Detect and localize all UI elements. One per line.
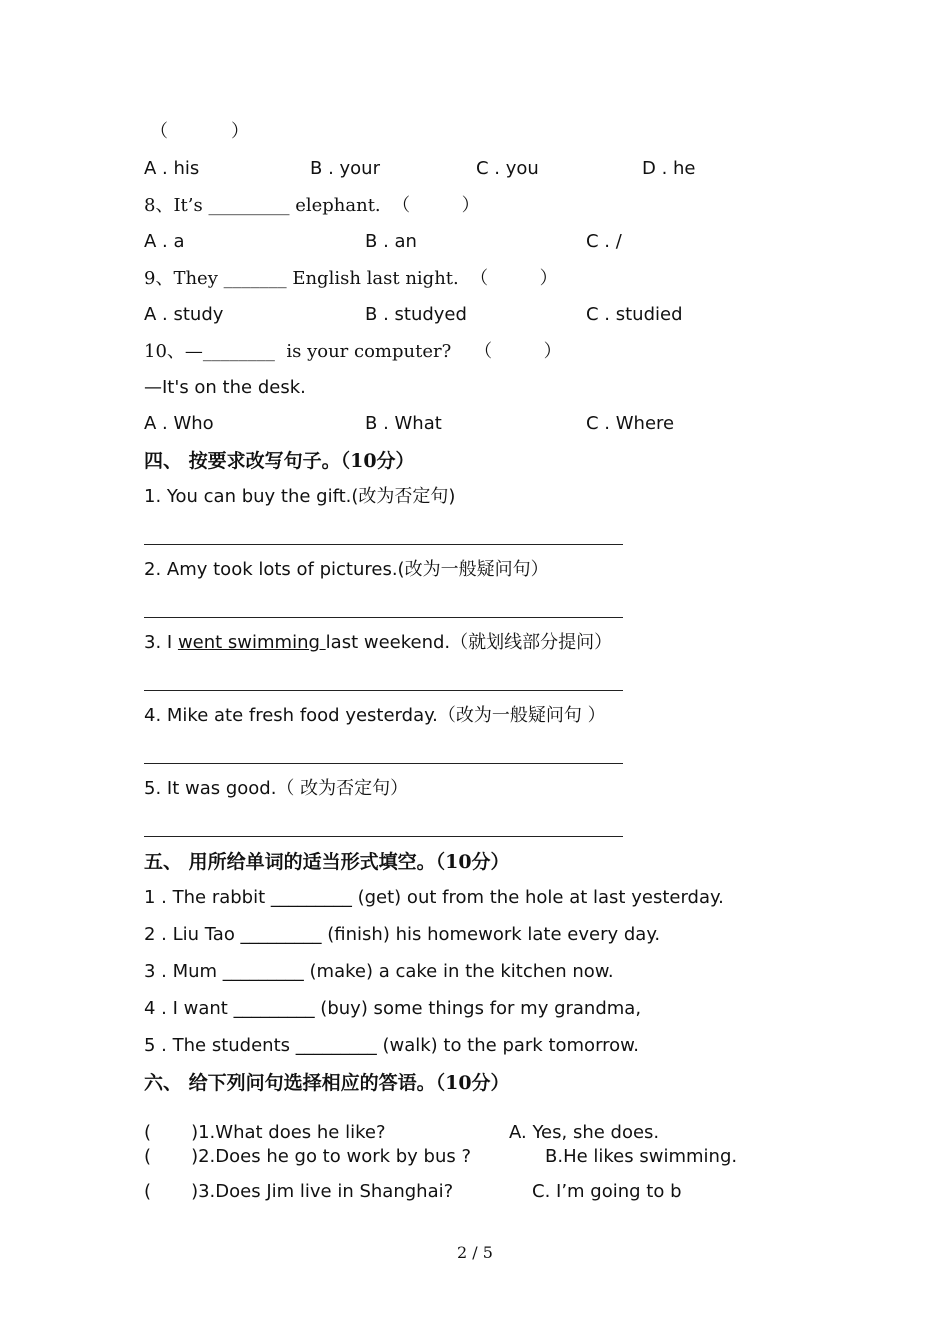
section6-heading: 六、 给下列问句选择相应的答语。（10分） (144, 1072, 510, 1094)
q10-answer-line: —It's on the desk. (144, 377, 306, 398)
s6-answer-b: B.He likes swimming. (545, 1146, 738, 1167)
q9-option-c: C . studied (586, 304, 683, 325)
s4-item-3-underlined: went swimming (177, 632, 326, 653)
s4-item-3 (144, 632, 612, 654)
s6-answer-a: A. Yes, she does. (509, 1122, 660, 1143)
section4-heading: 四、 按要求改写句子。（10分） (144, 450, 415, 472)
s4-answer-line-4 (144, 763, 623, 764)
s4-item-3-prefix: 3. I (144, 632, 178, 653)
s5-item-3: 3 . Mum _________ (make) a cake in the kitchen now. (144, 961, 614, 982)
s4-item-3-suffix: last weekend.（就划线部分提问） (325, 632, 613, 653)
section5-heading: 五、 用所给单词的适当形式填空。（10分） (144, 851, 510, 873)
q7-answer-paren: （ ） (150, 121, 249, 142)
page-number: 2 / 5 (457, 1243, 493, 1262)
q10-option-b: B . What (365, 413, 442, 434)
s4-item-4: 4. Mike ate fresh food yesterday.（改为一般疑问句 ） (144, 705, 606, 726)
s5-item-5: 5 . The students _________ (walk) to the park tomorrow. (144, 1035, 639, 1056)
q9-option-a: A . study (144, 304, 224, 325)
q9-stem: 9、They _______ English last night. （ ） (144, 268, 558, 289)
q10-option-c: C . Where (586, 413, 675, 434)
q7-option-a: A . his (144, 158, 200, 179)
s6-answer-c: C. I’m going to b (532, 1181, 682, 1202)
s5-item-2: 2 . Liu Tao _________ (finish) his homework late every day. (144, 924, 661, 945)
s5-item-1: 1 . The rabbit _________ (get) out from the hole at last yesterday. (144, 887, 724, 908)
s4-answer-line-5 (144, 836, 623, 837)
s6-question-3: ( )3.Does Jim live in Shanghai? (144, 1181, 454, 1202)
q8-stem: 8、It’s _________ elephant. （ ） (144, 195, 480, 216)
s4-item-1: 1. You can buy the gift.(改为否定句) (144, 486, 456, 507)
s6-question-2: ( )2.Does he go to work by bus ? (144, 1146, 472, 1167)
q10-option-a: A . Who (144, 413, 214, 434)
s6-question-1: ( )1.What does he like? (144, 1122, 386, 1143)
s4-answer-line-3 (144, 690, 623, 691)
s4-answer-line-2 (144, 617, 623, 618)
q7-option-c: C . you (476, 158, 539, 179)
q8-option-b: B . an (365, 231, 417, 252)
q8-option-c: C . / (586, 231, 622, 252)
q10-stem: 10、—________ is your computer? （ ） (144, 341, 562, 362)
s4-answer-line-1 (144, 544, 623, 545)
q9-option-b: B . studyed (365, 304, 467, 325)
s5-item-4: 4 . I want _________ (buy) some things for my grandma, (144, 998, 642, 1019)
q8-option-a: A . a (144, 231, 185, 252)
s4-item-5: 5. It was good.（ 改为否定句） (144, 778, 409, 799)
q7-option-b: B . your (310, 158, 380, 179)
s4-item-2: 2. Amy took lots of pictures.(改为一般疑问句） (144, 559, 549, 580)
q7-option-d: D . he (642, 158, 696, 179)
